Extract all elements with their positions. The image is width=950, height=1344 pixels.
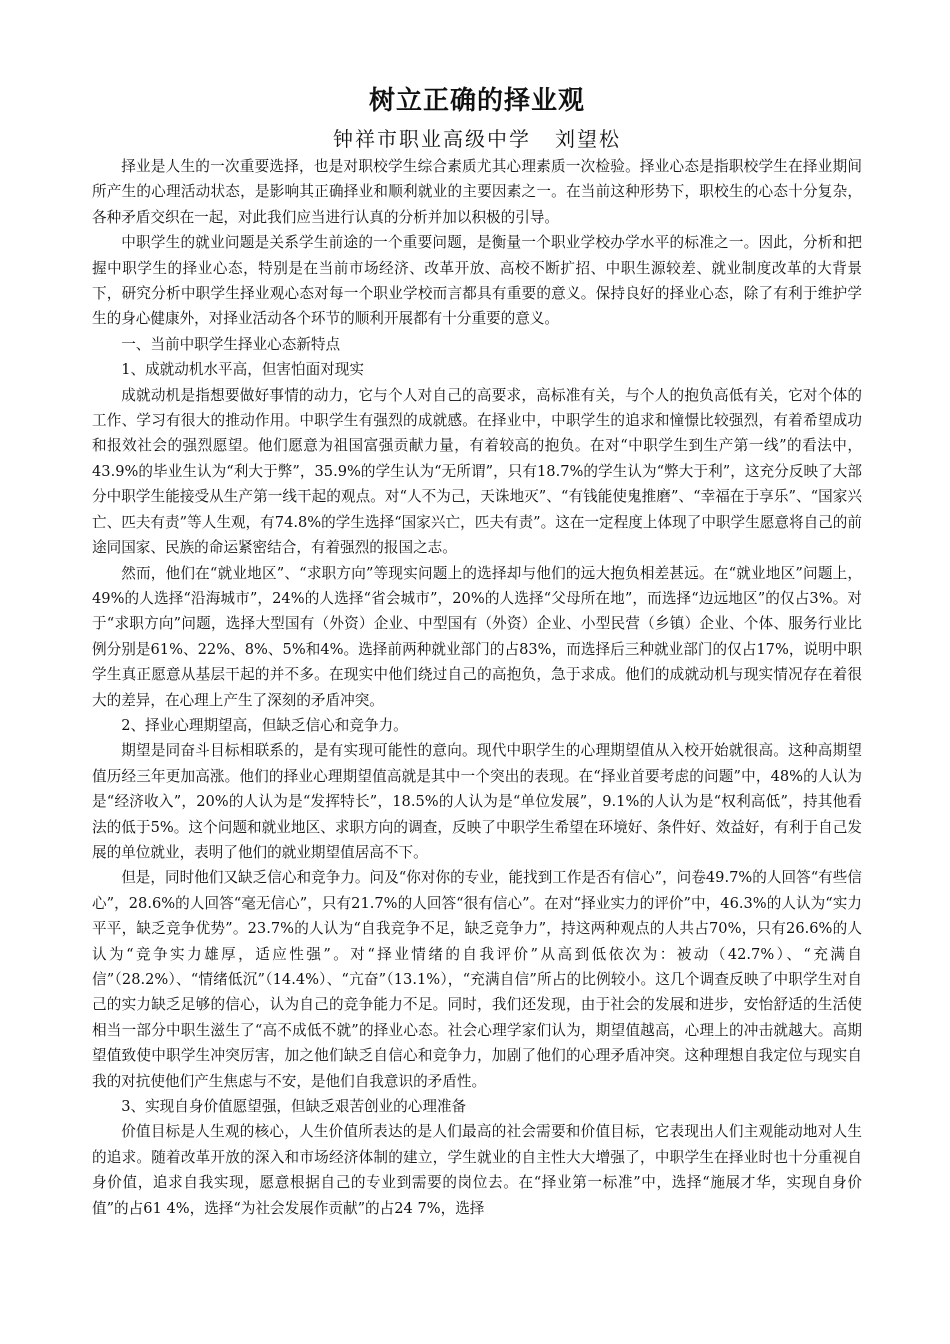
paragraph-confidence: 但是，同时他们又缺乏信心和竞争力。问及“你对你的专业，能找到工作是否有信心”，问卷49.7%的人回答“有些信心”，28.6%的人回答“毫无信心”，只有21.7%的人回答“很有信心”。在对“择业实力的评价”中，46.3%的人认为“实力平平，缺乏竞争优势”。23.7%的人认为“自我竞争不足，缺乏竞争力”，持这两种观点的人共占70%，只有26.6%的人认为“竞争实力雄厚，适应性强”。对“择业情绪的自我评价”从高到低依次为：被动（42.7%）、“充满自信”（28.2%）、“情绪低沉”（14.4%）、“亢奋”（13.1%），“充满自信”所占的比例较小。这几个调查反映了中职学生对自己的实力缺乏足够的信心，认为自己的竞争能力不足。同时，我们还发现，由于社会的发展和进步，安怡舒适的生活使相当一部分中职生滋生了“高不成低不就”的择业心态。社会心理学家们认为，期望值越高，心理上的冲击就越大。高期望值致使中职学生冲突厉害，加之他们缺乏自信心和竞争力，加剧了他们的心理矛盾冲突。这种理想自我定位与现实自我的对抗使他们产生焦虑与不安，是他们自我意识的矛盾性。 <box>92 869 862 1090</box>
document-byline <box>92 124 862 154</box>
document-title: 树立正确的择业观 <box>368 86 585 116</box>
subsection-heading-3: 3、实现自身价值愿望强，但缺乏艰苦创业的心理准备 <box>121 1098 467 1116</box>
paragraph-intro-1: 择业是人生的一次重要选择，也是对职校学生综合素质尤其心理素质一次检验。择业心态是指职校学生在择业期间所产生的心理活动状态，是影响其正确择业和顺利就业的主要因素之一。在当前这种形势下，职校生的心态十分复杂，各种矛盾交织在一起，对此我们应当进行认真的分析并加以积极的引导。 <box>92 158 862 226</box>
subsection-heading-2: 2、择业心理期望高，但缺乏信心和竞争力。 <box>121 716 408 734</box>
section-heading-1: 一、当前中职学生择业心态新特点 <box>121 335 341 353</box>
paragraph-reality-gap: 然而，他们在“就业地区”、“求职方向”等现实问题上的选择却与他们的远大抱负相差甚远。在“就业地区”问题上，49%的人选择“沿海城市”，24%的人选择“省会城市”，20%的人选择“父母所在地”，而选择“边远地区”的仅占3%。对于“求职方向”问题，选择大型国有（外资）企业、中型国有（外资）企业、小型民营（乡镇）企业、个体、服务行业比例分别是61%、22%、8%、5%和4%。选择前两种就业部门的占83%，而选择后三种就业部门的仅占17%，说明中职学生真正愿意从基层干起的并不多。在现实中他们绕过自己的高抱负，急于求成。他们的成就动机与现实情况存在着很大的差异，在心理上产生了深刻的矛盾冲突。 <box>92 564 862 709</box>
subsection-heading-1: 1、成就动机水平高，但害怕面对现实 <box>121 361 364 379</box>
paragraph-expectation: 期望是同奋斗目标相联系的，是有实现可能性的意向。现代中职学生的心理期望值从入校开始就很高。这种高期望值历经三年更加高涨。他们的择业心理期望值高就是其中一个突出的表现。在“择业首要考虑的问题”中，48%的人认为是“经济收入”，20%的人认为是“发挥特长”，18.5%的人认为是“单位发展”，9.1%的人认为是“权利高低”，持其他看法的低于5%。这个问题和就业地区、求职方向的调查，反映了中职学生希望在环境好、条件好、效益好，有利于自己发展的单位就业，表明了他们的就业期望值居高不下。 <box>92 742 862 861</box>
document-page <box>92 82 862 1221</box>
byline-school: 钟祥市职业高级中学 <box>333 127 531 151</box>
byline-author: 刘望松 <box>555 127 621 151</box>
paragraph-intro-2: 中职学生的就业问题是关系学生前途的一个重要问题，是衡量一个职业学校办学水平的标准之一。因此，分析和把握中职学生的择业心态，特别是在当前市场经济、改革开放、高校不断扩招、中职生源较差、就业制度改革的大背景下，研究分析中职学生择业观心态对每一个职业学校而言都具有重要的意义。保持良好的择业心态，除了有利于维护学生的身心健康外，对择业活动各个环节的顺利开展都有十分重要的意义。 <box>92 234 862 328</box>
paragraph-achievement-motivation: 成就动机是指想要做好事情的动力，它与个人对自己的高要求，高标准有关，与个人的抱负高低有关，它对个体的工作、学习有很大的推动作用。中职学生有强烈的成就感。在择业中，中职学生的追求和憧憬比较强烈，有着希望成功和报效社会的强烈愿望。他们愿意为祖国富强贡献力量，有着较高的抱负。在对“中职学生到生产第一线”的看法中，43.9%的毕业生认为“利大于弊”，35.9%的学生认为“无所谓”，只有18.7%的学生认为“弊大于利”，这充分反映了大部分中职学生能接受从生产第一线干起的观点。对“人不为己，天诛地灭”、“有钱能使鬼推磨”、“幸福在于享乐”、“国家兴亡、匹夫有责”等人生观，有74.8%的学生选择“国家兴亡，匹夫有责”。这在一定程度上体现了中职学生愿意将自己的前途同国家、民族的命运紧密结合，有着强烈的报国之志。 <box>92 386 862 557</box>
paragraph-self-value: 价值目标是人生观的核心，人生价值所表达的是人们最高的社会需要和价值目标，它表现出人们主观能动地对人生的追求。随着改革开放的深入和市场经济体制的建立，学生就业的自主性大大增强了，中职学生在择业时也十分重视自身价值，追求自我实现，愿意根据自己的专业到需要的岗位去。在“择业第一标准”中，选择“施展才华，实现自身价值”的占61 4%，选择“为社会发展作贡献”的占24 7%，选择 <box>92 1123 862 1217</box>
